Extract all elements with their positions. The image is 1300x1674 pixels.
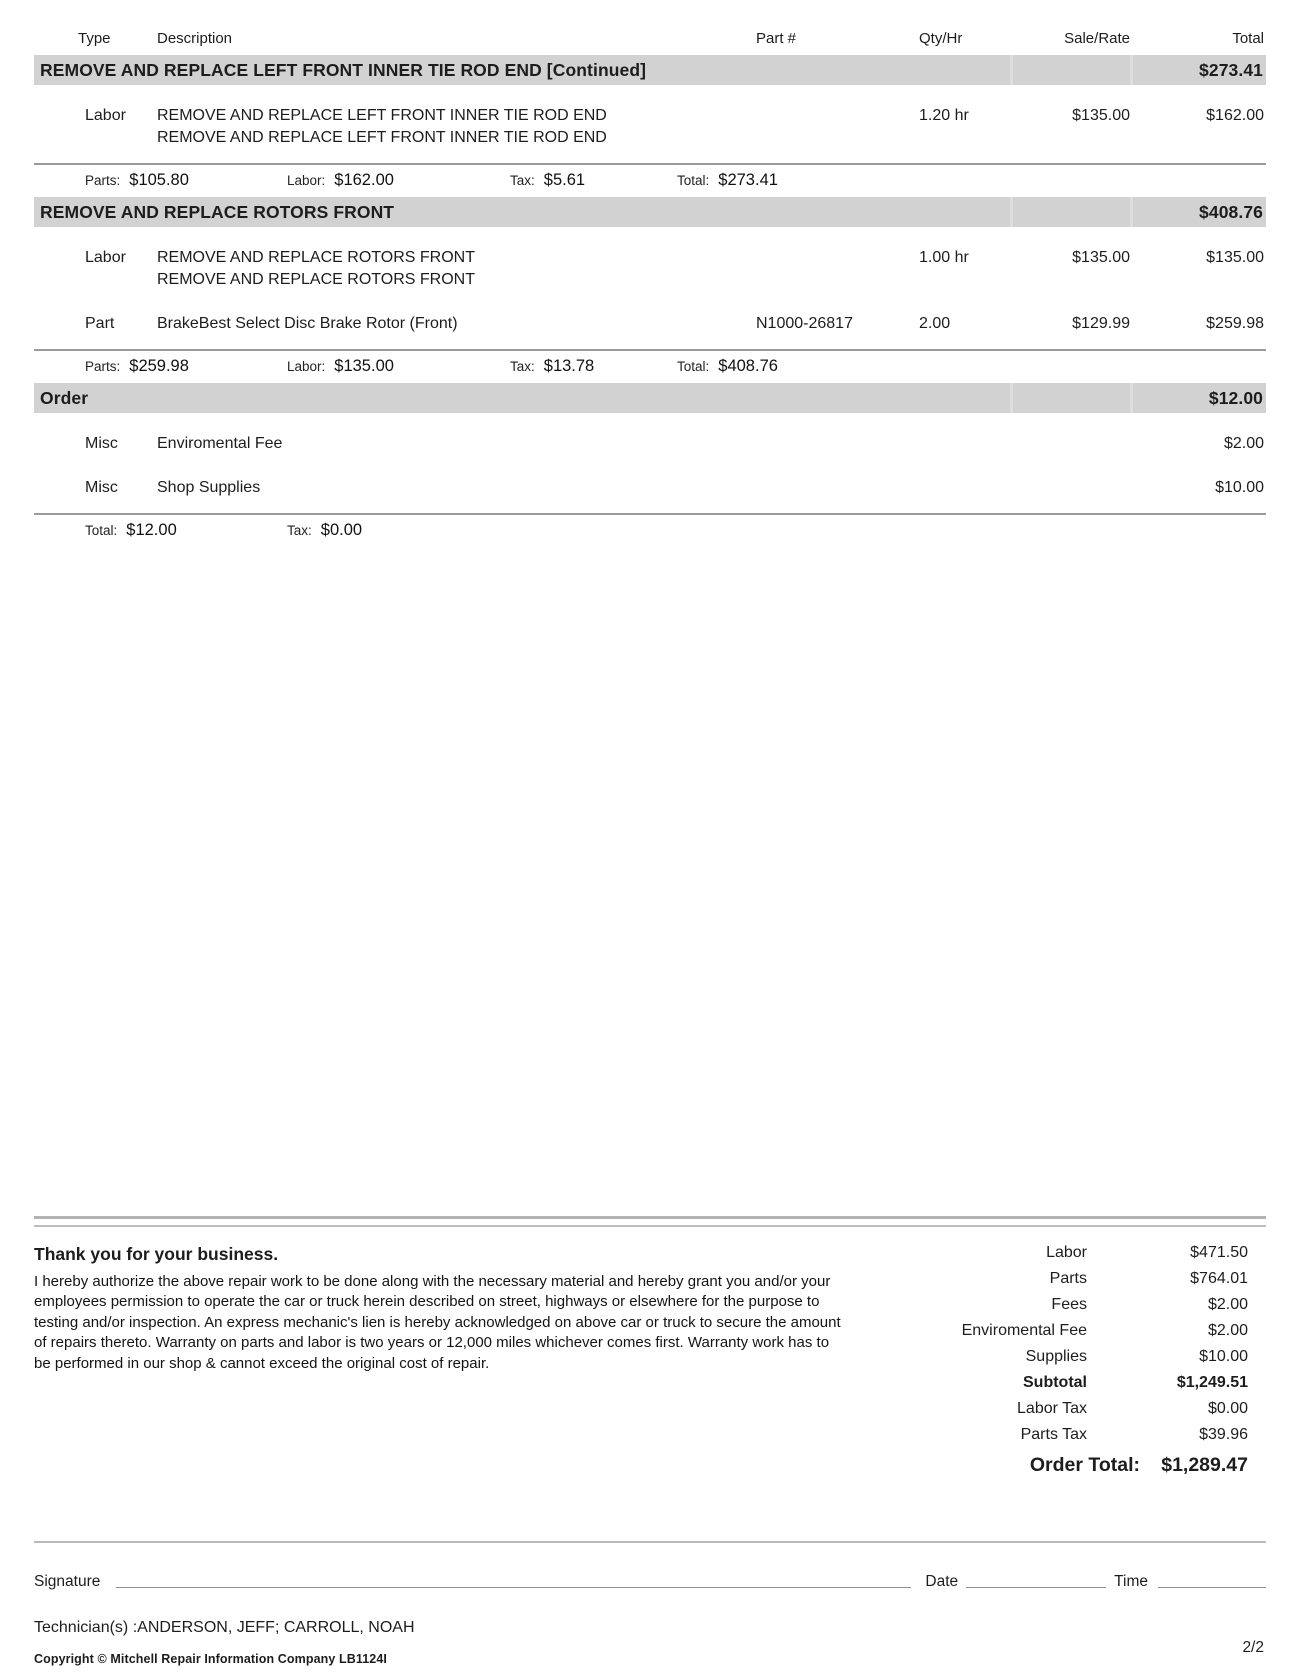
section-summary	[34, 515, 1266, 547]
summary-value: $0.00	[320, 521, 363, 539]
row-total: $259.98	[1206, 315, 1264, 332]
bottom-line	[34, 1639, 1266, 1668]
section-total: $12.00	[1208, 387, 1263, 408]
thank-you-title: Thank you for your business.	[34, 1244, 279, 1264]
row-type: Misc	[85, 435, 118, 452]
summary-label: Tax:	[287, 523, 312, 538]
page-number: 2/2	[1242, 1639, 1264, 1656]
total-row	[847, 1374, 1248, 1400]
row-type: Labor	[85, 107, 126, 124]
summary-value: $408.76	[718, 357, 778, 375]
line-item-row	[34, 313, 1266, 335]
total-value: $10.00	[1199, 1348, 1248, 1365]
row-rate: $129.99	[1072, 315, 1130, 332]
date-label: Date	[925, 1573, 959, 1590]
row-total: $135.00	[1206, 249, 1264, 266]
row-description: Shop Supplies	[157, 479, 261, 496]
section-header-bar	[34, 197, 1266, 227]
row-description: Enviromental Fee	[157, 435, 283, 452]
line-item-row	[34, 247, 1266, 291]
line-item-row	[34, 477, 1266, 499]
total-label: Enviromental Fee	[961, 1322, 1087, 1339]
section-title: REMOVE AND REPLACE ROTORS FRONT	[40, 201, 395, 222]
authorization-text: I hereby authorize the above repair work to be done along with the necessary material and hereby grant you and/or your employees permission to operate the car or truck herein described on street, highways or elsewhere for the purpose to testing and/or inspection. An express mechanic's lien is hereby acknowledged on above car or truck to secure the amount of repairs thereto. Warranty on parts and labor is two years or 12,000 miles whichever comes first. Warranty work has to be performed in our shop & cannot exceed the original cost of repair.	[34, 1273, 841, 1372]
total-value: $764.01	[1190, 1270, 1248, 1287]
summary-label: Total:	[85, 523, 118, 538]
total-label: Subtotal	[1023, 1374, 1087, 1391]
summary-pair	[287, 521, 510, 540]
column-header-type: Type	[78, 30, 111, 47]
row-total: $10.00	[1215, 479, 1264, 496]
summary-pair	[677, 171, 778, 190]
summary-label: Parts:	[85, 173, 121, 188]
summary-value: $135.00	[334, 357, 394, 375]
summary-pair	[510, 171, 677, 190]
row-rate: $135.00	[1072, 107, 1130, 124]
total-row	[847, 1322, 1248, 1348]
total-label: Labor	[1046, 1244, 1087, 1261]
column-header-part-number: Part #	[756, 30, 797, 47]
copyright-text: Copyright © Mitchell Repair Information Company LB1124I	[34, 1652, 387, 1666]
summary-value: $5.61	[543, 171, 586, 189]
summary-pair	[677, 357, 778, 376]
summary-label: Labor:	[287, 359, 326, 374]
summary-value: $162.00	[334, 171, 394, 189]
row-part-number: N1000-26817	[756, 315, 853, 332]
section-rows	[34, 227, 1266, 349]
row-rate: $135.00	[1072, 249, 1130, 266]
row-total: $162.00	[1206, 107, 1264, 124]
footer-totals	[847, 1244, 1248, 1485]
summary-value: $13.78	[543, 357, 595, 375]
total-label: Fees	[1051, 1296, 1087, 1313]
summary-value: $105.80	[129, 171, 189, 189]
total-value: $2.00	[1207, 1296, 1248, 1313]
signature-label: Signature	[34, 1573, 101, 1590]
total-value: $471.50	[1190, 1244, 1248, 1261]
signature-section-rule	[34, 1541, 1266, 1543]
summary-label: Tax:	[510, 359, 535, 374]
section-header-bar	[34, 383, 1266, 413]
row-type: Part	[85, 315, 115, 332]
summary-pair	[287, 357, 510, 376]
summary-value: $273.41	[718, 171, 778, 189]
section-summary	[34, 165, 1266, 197]
total-label: Parts Tax	[1020, 1426, 1087, 1443]
summary-label: Labor:	[287, 173, 326, 188]
total-row	[847, 1296, 1248, 1322]
footer-top-rule	[34, 1216, 1266, 1227]
total-row	[847, 1244, 1248, 1270]
table-header	[34, 30, 1266, 55]
summary-label: Tax:	[510, 173, 535, 188]
row-description: REMOVE AND REPLACE ROTORS FRONT REMOVE AND REPLACE ROTORS FRONT	[157, 249, 475, 288]
total-row	[847, 1348, 1248, 1374]
signature-line	[116, 1574, 911, 1588]
summary-pair	[85, 171, 287, 190]
total-row	[847, 1454, 1248, 1485]
section-summary	[34, 351, 1266, 383]
summary-label: Total:	[677, 359, 710, 374]
total-row	[847, 1426, 1248, 1452]
total-label: Labor Tax	[1017, 1400, 1087, 1417]
total-label: Order Total:	[1029, 1454, 1140, 1476]
section-header-bar	[34, 55, 1266, 85]
total-label: Parts	[1049, 1270, 1087, 1287]
footer	[34, 1227, 1266, 1485]
row-type: Misc	[85, 479, 118, 496]
technicians-line: Technician(s) :ANDERSON, JEFF; CARROLL, NOAH	[34, 1619, 415, 1636]
summary-label: Total:	[677, 173, 710, 188]
row-qty: 1.00 hr	[919, 249, 969, 266]
line-item-row	[34, 433, 1266, 455]
summary-pair	[85, 521, 287, 540]
column-header-description: Description	[157, 30, 233, 47]
row-total: $2.00	[1223, 435, 1264, 452]
total-row	[847, 1400, 1248, 1426]
total-value: $2.00	[1207, 1322, 1248, 1339]
row-description: BrakeBest Select Disc Brake Rotor (Front)	[157, 315, 458, 332]
signature-row	[34, 1570, 1266, 1591]
repair-section	[34, 55, 1266, 197]
repair-section	[34, 383, 1266, 547]
authorization-block	[34, 1244, 842, 1374]
repair-section	[34, 197, 1266, 383]
section-total: $408.76	[1199, 201, 1263, 222]
date-line	[966, 1574, 1106, 1588]
row-qty: 2.00	[919, 315, 951, 332]
section-rows	[34, 413, 1266, 513]
time-label: Time	[1114, 1573, 1148, 1590]
total-label: Supplies	[1025, 1348, 1087, 1365]
summary-value: $259.98	[129, 357, 189, 375]
total-row	[847, 1270, 1248, 1296]
total-value: $0.00	[1207, 1400, 1248, 1417]
total-value: $1,249.51	[1176, 1374, 1248, 1391]
line-item-row	[34, 105, 1266, 149]
summary-label: Parts:	[85, 359, 121, 374]
column-header-sale-rate: Sale/Rate	[1064, 30, 1130, 47]
summary-value: $12.00	[126, 521, 177, 539]
time-line	[1158, 1574, 1266, 1588]
summary-pair	[85, 357, 287, 376]
sections	[34, 55, 1266, 547]
row-qty: 1.20 hr	[919, 107, 969, 124]
column-header-qty-hr: Qty/Hr	[919, 30, 963, 47]
total-value: $1,289.47	[1161, 1454, 1248, 1476]
blank-space	[34, 547, 1266, 1216]
section-rows	[34, 85, 1266, 163]
summary-pair	[510, 357, 677, 376]
section-title: Order	[40, 387, 89, 408]
summary-pair	[287, 171, 510, 190]
column-header-total: Total	[1232, 30, 1264, 47]
section-title: REMOVE AND REPLACE LEFT FRONT INNER TIE ROD END [Continued]	[40, 59, 647, 80]
total-value: $39.96	[1199, 1426, 1248, 1443]
row-description: REMOVE AND REPLACE LEFT FRONT INNER TIE ROD END REMOVE AND REPLACE LEFT FRONT INNER TIE ROD END	[157, 107, 607, 146]
section-total: $273.41	[1199, 59, 1263, 80]
row-type: Labor	[85, 249, 126, 266]
